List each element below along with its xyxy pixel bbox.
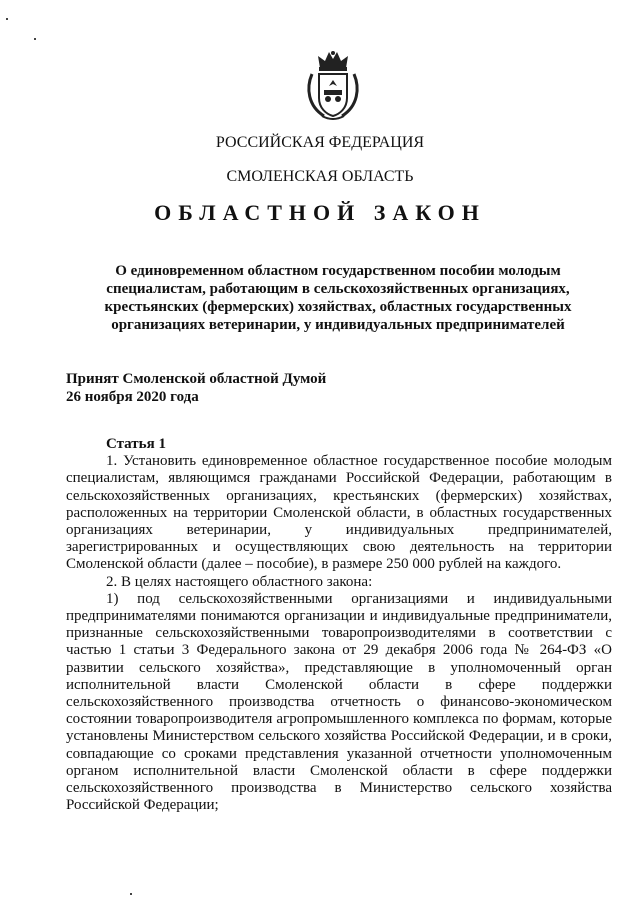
paragraph-3: 1) под сельскохозяйственными организациями и индивидуальными предпринимателями понимаются организации и индивидуальные предприниматели, признанные сельскохозяйственными товаропроизводителями в соответствии с частью 1 статьи 3 Федерального закона от 29 декабря 2006 года № 264-ФЗ «О развитии сельского хозяйства», представляющие в уполномоченный орган исполнительной власти Смоленской области в сфере поддержки сельскохозяйственного производства отчетность о финансово-экономическом состоянии товаропроизводителя агропромышленного комплекса по формам, которые установлены Министерством сельского хозяйства Российской Федерации, и в сроки, совпадающие со сроками представления указанной отчетности уполномоченным органом исполнительной власти Смоленской области в сфере поддержки сельскохозяйственного производства в Министерство сельского хозяйства Российской Федерации; xyxy=(66,590,612,814)
article-heading: Статья 1 xyxy=(106,436,166,452)
law-body xyxy=(66,436,612,814)
adoption-info xyxy=(66,370,326,406)
scan-speck xyxy=(34,38,36,40)
region-heading: СМОЛЕНСКАЯ ОБЛАСТЬ xyxy=(226,168,414,185)
scan-speck xyxy=(6,18,8,20)
paragraph-2: 2. В целях настоящего областного закона: xyxy=(106,573,373,590)
country-heading: РОССИЙСКАЯ ФЕДЕРАЦИЯ xyxy=(215,134,425,151)
scan-speck xyxy=(130,893,132,895)
coat-of-arms-emblem xyxy=(302,48,364,122)
law-title: О единовременном областном государственном пособии молодым специалистам, работающим в сельскохозяйственных организациях, крестьянских (фермерских) хозяйствах, областных государственных организациях ветеринарии, у индивидуальных предпринимателей xyxy=(104,263,572,333)
document-type-heading: ОБЛАСТНОЙ ЗАКОН xyxy=(154,200,486,225)
paragraph-1: 1. Установить единовременное областное государственное пособие молодым специалистам, являющимся гражданами Российской Федерации, работающим в сельскохозяйственных организациях, крестьянских (фермерских) хозяйствах, расположенных на территории Смоленской области, в областных государственных организациях ветеринарии, у индивидуальных предпринимателей, зарегистрированных и осуществляющих свою деятельность на территории Смоленской области (далее – пособие), в размере 250 000 рублей на каждого. xyxy=(66,453,612,573)
adoption-date: 26 ноября 2020 года xyxy=(66,389,199,405)
adoption-body: Принят Смоленской областной Думой xyxy=(66,371,327,387)
